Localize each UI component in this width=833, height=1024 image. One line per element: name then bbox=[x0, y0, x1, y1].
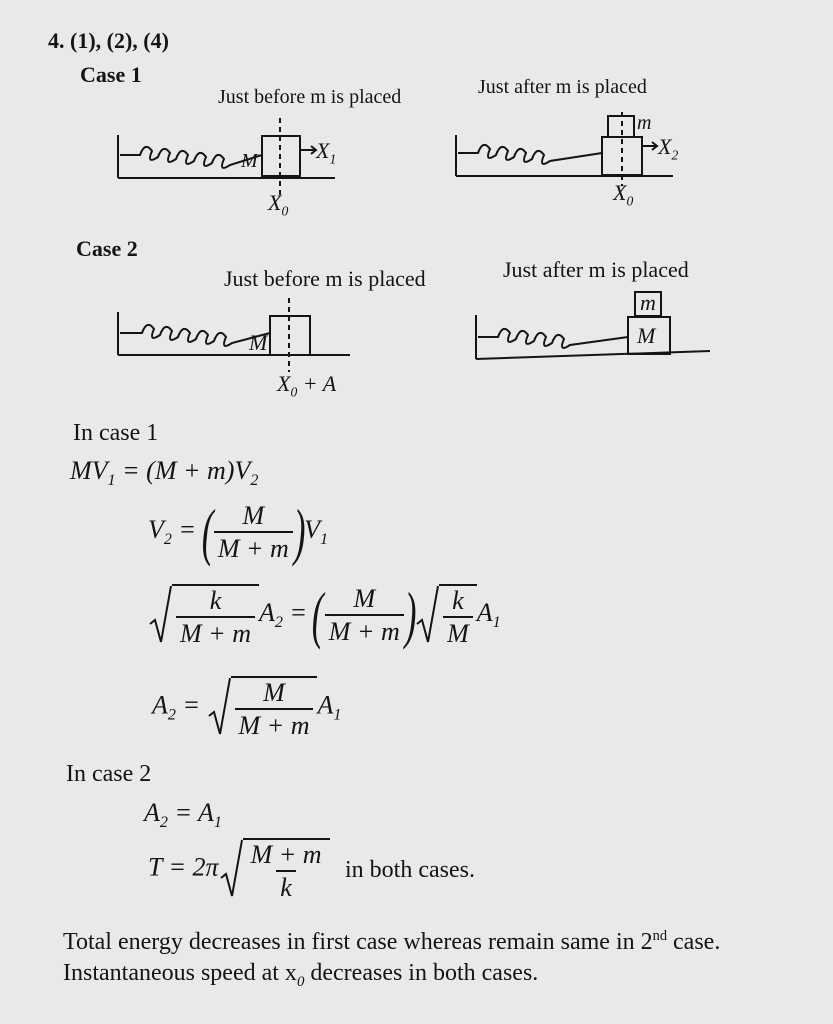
eq-amplitude-relation: $\frac{k}{M + m}$ $A_2$ = ( $\frac{M}{M + m}$ ) $\frac{k}{M}$ $A_1$ bbox=[148, 583, 501, 647]
case1-after-label-text: Just after m is placed bbox=[478, 76, 647, 98]
case-diagrams bbox=[0, 0, 833, 420]
in-case1-label: In case 1 bbox=[73, 420, 159, 446]
case2-title: Case 2 bbox=[76, 236, 138, 261]
case2-after-M: M bbox=[637, 323, 656, 348]
conclusion-speed-b: decreases in both cases. bbox=[304, 960, 539, 986]
answer-heading: 4. (1), (2), (4) bbox=[48, 28, 169, 53]
in-case2-label: In case 2 bbox=[66, 761, 152, 787]
eq-a2-case1: $A_2$ = $\frac{M}{M + m}$ $A_1$ bbox=[152, 678, 342, 740]
case2-after-label bbox=[503, 257, 689, 283]
case1-X0-main: X bbox=[268, 190, 282, 215]
conclusion-speed bbox=[63, 960, 538, 991]
case1-X2-main: X bbox=[658, 134, 672, 159]
floor-line bbox=[476, 351, 710, 359]
case2-after-diagram bbox=[476, 292, 710, 359]
conclusion-speed-a: Instantaneous speed at x bbox=[63, 960, 297, 986]
case1-before-diagram bbox=[118, 118, 335, 195]
spring-coil bbox=[478, 329, 628, 348]
case2-pos-X: X bbox=[277, 371, 291, 396]
case1-before-M: M bbox=[241, 150, 258, 172]
eq-v2: $V_2$ = ( $\frac{M}{M + m}$ )$V_1$ bbox=[148, 496, 329, 567]
case1-after-m: m bbox=[637, 112, 652, 134]
case2-before-diagram bbox=[118, 298, 350, 372]
conclusion-energy-a: Total energy decreases in first case whereas remain same in 2 bbox=[63, 929, 653, 955]
case1-after-X0-main: X bbox=[613, 180, 627, 205]
spring-coil bbox=[458, 145, 602, 164]
case1-X1-sub: 1 bbox=[329, 151, 337, 167]
case1-after-X0 bbox=[613, 180, 633, 209]
case2-before-M: M bbox=[249, 330, 268, 355]
case2-before-label bbox=[224, 266, 426, 292]
case1-title: Case 1 bbox=[80, 62, 142, 87]
case1-X2-sub: 2 bbox=[671, 147, 679, 163]
case1-X1-main: X bbox=[316, 138, 330, 163]
conclusion-energy bbox=[63, 928, 720, 956]
both-cases-text: in both cases. bbox=[345, 857, 475, 883]
case1-before-X0 bbox=[268, 190, 288, 219]
case1-X0-sub: 0 bbox=[281, 203, 289, 219]
eq-a2-case2: $A_2 = A_1$ bbox=[144, 798, 222, 832]
case1-X1 bbox=[316, 138, 336, 167]
eq-period: T = 2π $\frac{M + m}{k}$ bbox=[148, 838, 330, 901]
conclusion-energy-b: case. bbox=[667, 929, 721, 955]
eq-momentum: $MV_1 = (M + m)V_2$ bbox=[70, 456, 259, 490]
case2-before-label-text: Just before m is placed bbox=[224, 266, 426, 291]
case2-after-m: m bbox=[640, 290, 656, 315]
case1-before-label-text: Just before m is placed bbox=[218, 86, 402, 108]
case2-after-label-text: Just after m is placed bbox=[503, 257, 689, 282]
case2-pos-sub: 0 bbox=[290, 384, 298, 400]
case2-pos-label bbox=[277, 371, 336, 400]
case2-pos-A: + A bbox=[297, 371, 337, 396]
conclusion-speed-sub: 0 bbox=[296, 973, 305, 990]
case1-after-X0-sub: 0 bbox=[626, 193, 634, 209]
case1-X2 bbox=[658, 134, 678, 163]
conclusion-energy-sup: nd bbox=[652, 928, 668, 944]
spring-coil bbox=[120, 325, 270, 346]
